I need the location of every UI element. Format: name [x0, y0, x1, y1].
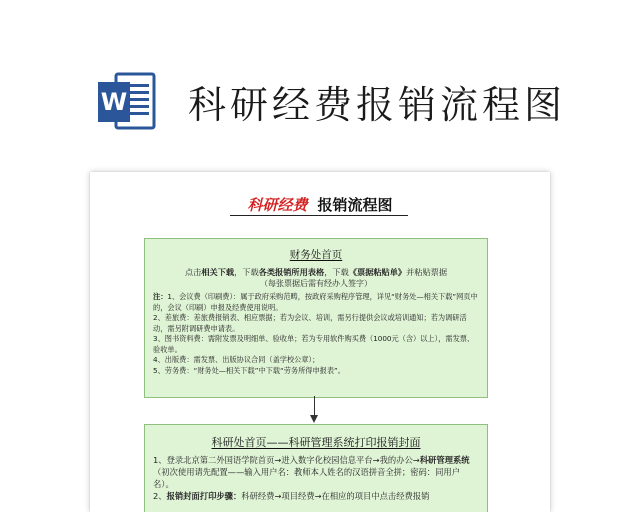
word-document-icon — [96, 70, 158, 132]
note-item: 3、图书资料费：需附发票及明细单、验收单；若为专用软件购买费（1000元（含）以上），需发票、验收单。 — [153, 334, 475, 354]
note-item: 5、劳务费：“财务处—相关下载”中下载“劳务所得申报表”。 — [153, 365, 345, 375]
finance-instruction: 点击相关下载，下载各类报销所用表格，下载《票据粘贴单》并粘贴票据 — [184, 267, 448, 277]
document-title-red: 科研经费 — [247, 196, 308, 214]
research-step-1: 1、登录北京第二外国语学院首页→进入数字化校园信息平台→我的办公→科研管理系统（初次使用请先配置——输入用户名：教师本人姓名的汉语拼音全拼；密码：同用户名）。 — [153, 455, 470, 489]
flow-step-finance — [144, 238, 488, 398]
research-step-title: 科研处首页——科研管理系统打印报销封面 — [211, 436, 421, 449]
page-header — [0, 0, 640, 150]
note-item: 4、出版费：需发票、出版协议合同（盖学校公章）； — [153, 355, 320, 364]
note-item: 2、差旅费：差旅费报销表、相应票据；若为会议、培训，需另行提供会议或培训通知；若为调研活动，需另附调研费申请表。 — [153, 313, 467, 333]
note-item: 注：1、会议费（印刷费）：属于政府采购范畴，按政府采购程序管理，详见“财务处—相关下载”网页中的，会议（印刷）申报及经费使用说明。 — [153, 292, 478, 312]
research-step-2: 2、报销封面打印步骤：科研经费→项目经费→在相应的项目中点击经费报销 — [153, 491, 430, 501]
document-preview — [90, 172, 550, 512]
flow-step-research — [144, 424, 488, 512]
finance-step-title: 财务处首页 — [289, 249, 343, 261]
arrow-down-icon — [310, 415, 318, 423]
finance-notes — [153, 292, 479, 376]
flow-connector — [314, 396, 315, 416]
research-steps — [153, 454, 479, 502]
word-icon-letter: W — [100, 88, 128, 116]
document-title-black: 报销流程图 — [317, 196, 393, 214]
page-title: 科研经费报销流程图 — [188, 83, 567, 127]
finance-subnote: （每张票据后需有经办人签字） — [260, 279, 372, 288]
document-title — [90, 194, 550, 215]
title-underline — [230, 215, 408, 216]
